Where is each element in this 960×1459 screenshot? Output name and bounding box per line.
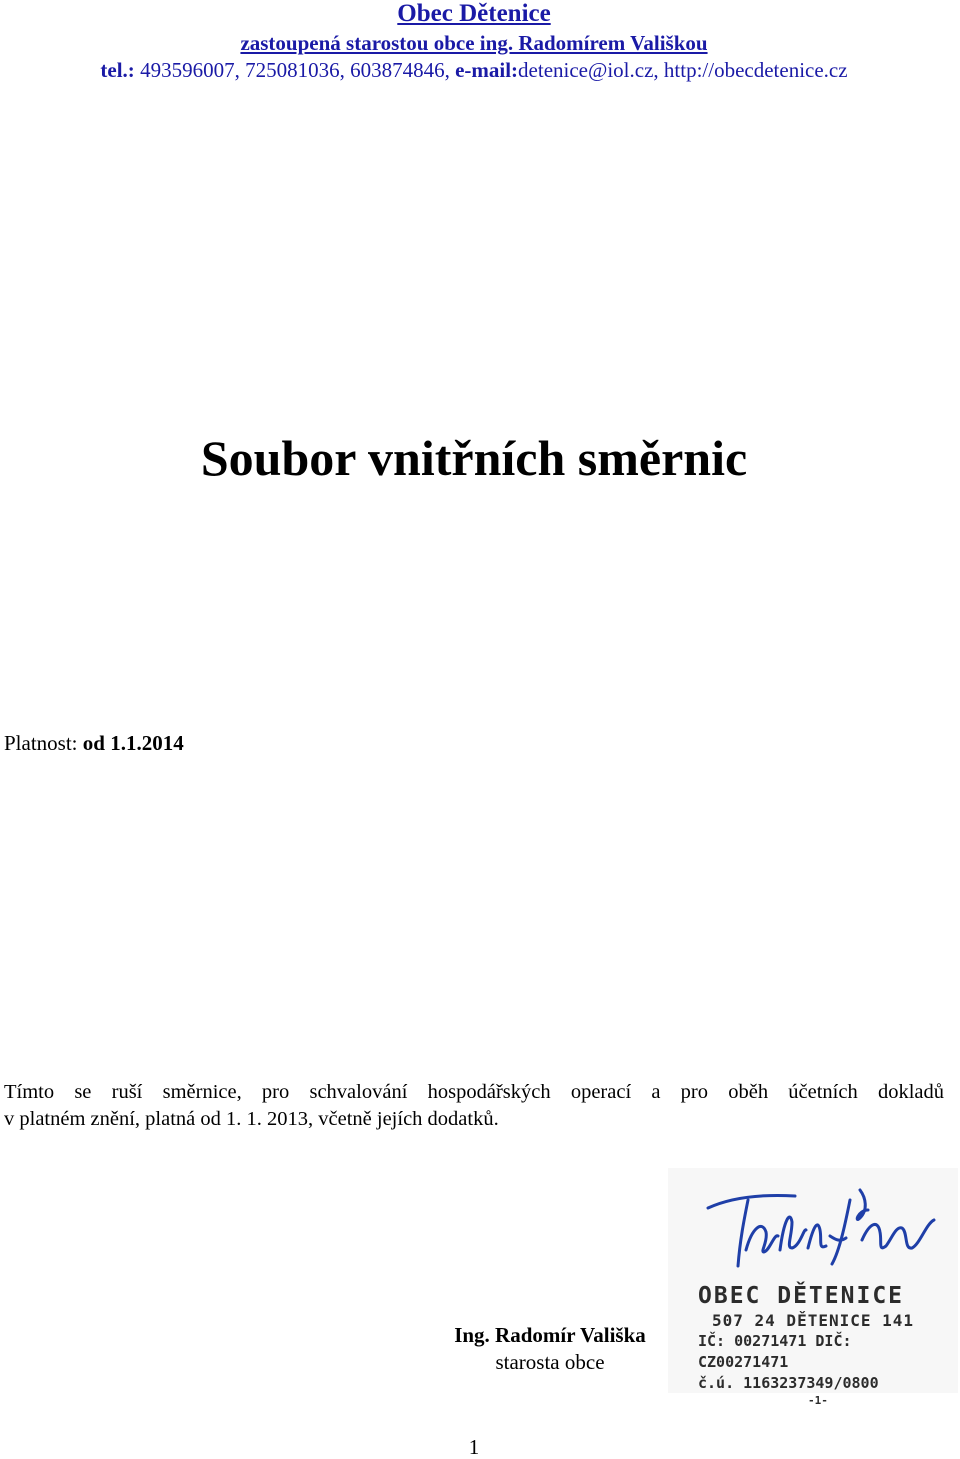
revocation-line-2: v platném znění, platná od 1. 1. 2013, včetně jejích dodatků.	[4, 1108, 499, 1130]
contact-separator: ,	[653, 58, 664, 82]
validity-value: od 1.1.2014	[82, 731, 184, 755]
handwritten-signature	[700, 1180, 940, 1275]
stamp-line-3: IČ: 00271471 DIČ: CZ00271471	[698, 1332, 852, 1371]
email-address[interactable]: detenice@iol.cz	[518, 58, 654, 82]
validity-label: Platnost:	[4, 731, 83, 755]
official-stamp	[698, 1283, 948, 1408]
tel-label: tel.:	[100, 58, 135, 82]
email-label: e-mail:	[449, 58, 519, 82]
contact-line	[0, 58, 948, 82]
website-link[interactable]: http://obecdetenice.cz	[663, 58, 848, 82]
phone-numbers: 493596007, 725081036, 603874846,	[134, 58, 450, 82]
stamp-line-2: 507 24 DĚTENICE 141	[712, 1311, 915, 1330]
document-title: Soubor vnitřních směrnic	[200, 430, 748, 486]
signatory-name: Ing. Radomír Vališka	[454, 1323, 646, 1347]
signatory-role: starosta obce	[495, 1350, 605, 1374]
revocation-paragraph	[4, 1079, 944, 1133]
stamp-line-1: OBEC DĚTENICE	[698, 1283, 905, 1309]
municipality-title: Obec Dětenice	[397, 0, 551, 27]
validity-line	[4, 730, 184, 756]
represented-by-line: zastoupená starostou obce ing. Radomírem Vališkou	[240, 31, 708, 55]
page-number: 1	[468, 1435, 480, 1459]
stamp-line-4: č.ú. 1163237349/0800	[698, 1374, 879, 1392]
stamp-line-5: -1-	[808, 1394, 828, 1407]
revocation-line-1: Tímto se ruší směrnice, pro schvalování hospodářských operací a pro oběh účetních dokladů	[4, 1081, 944, 1103]
